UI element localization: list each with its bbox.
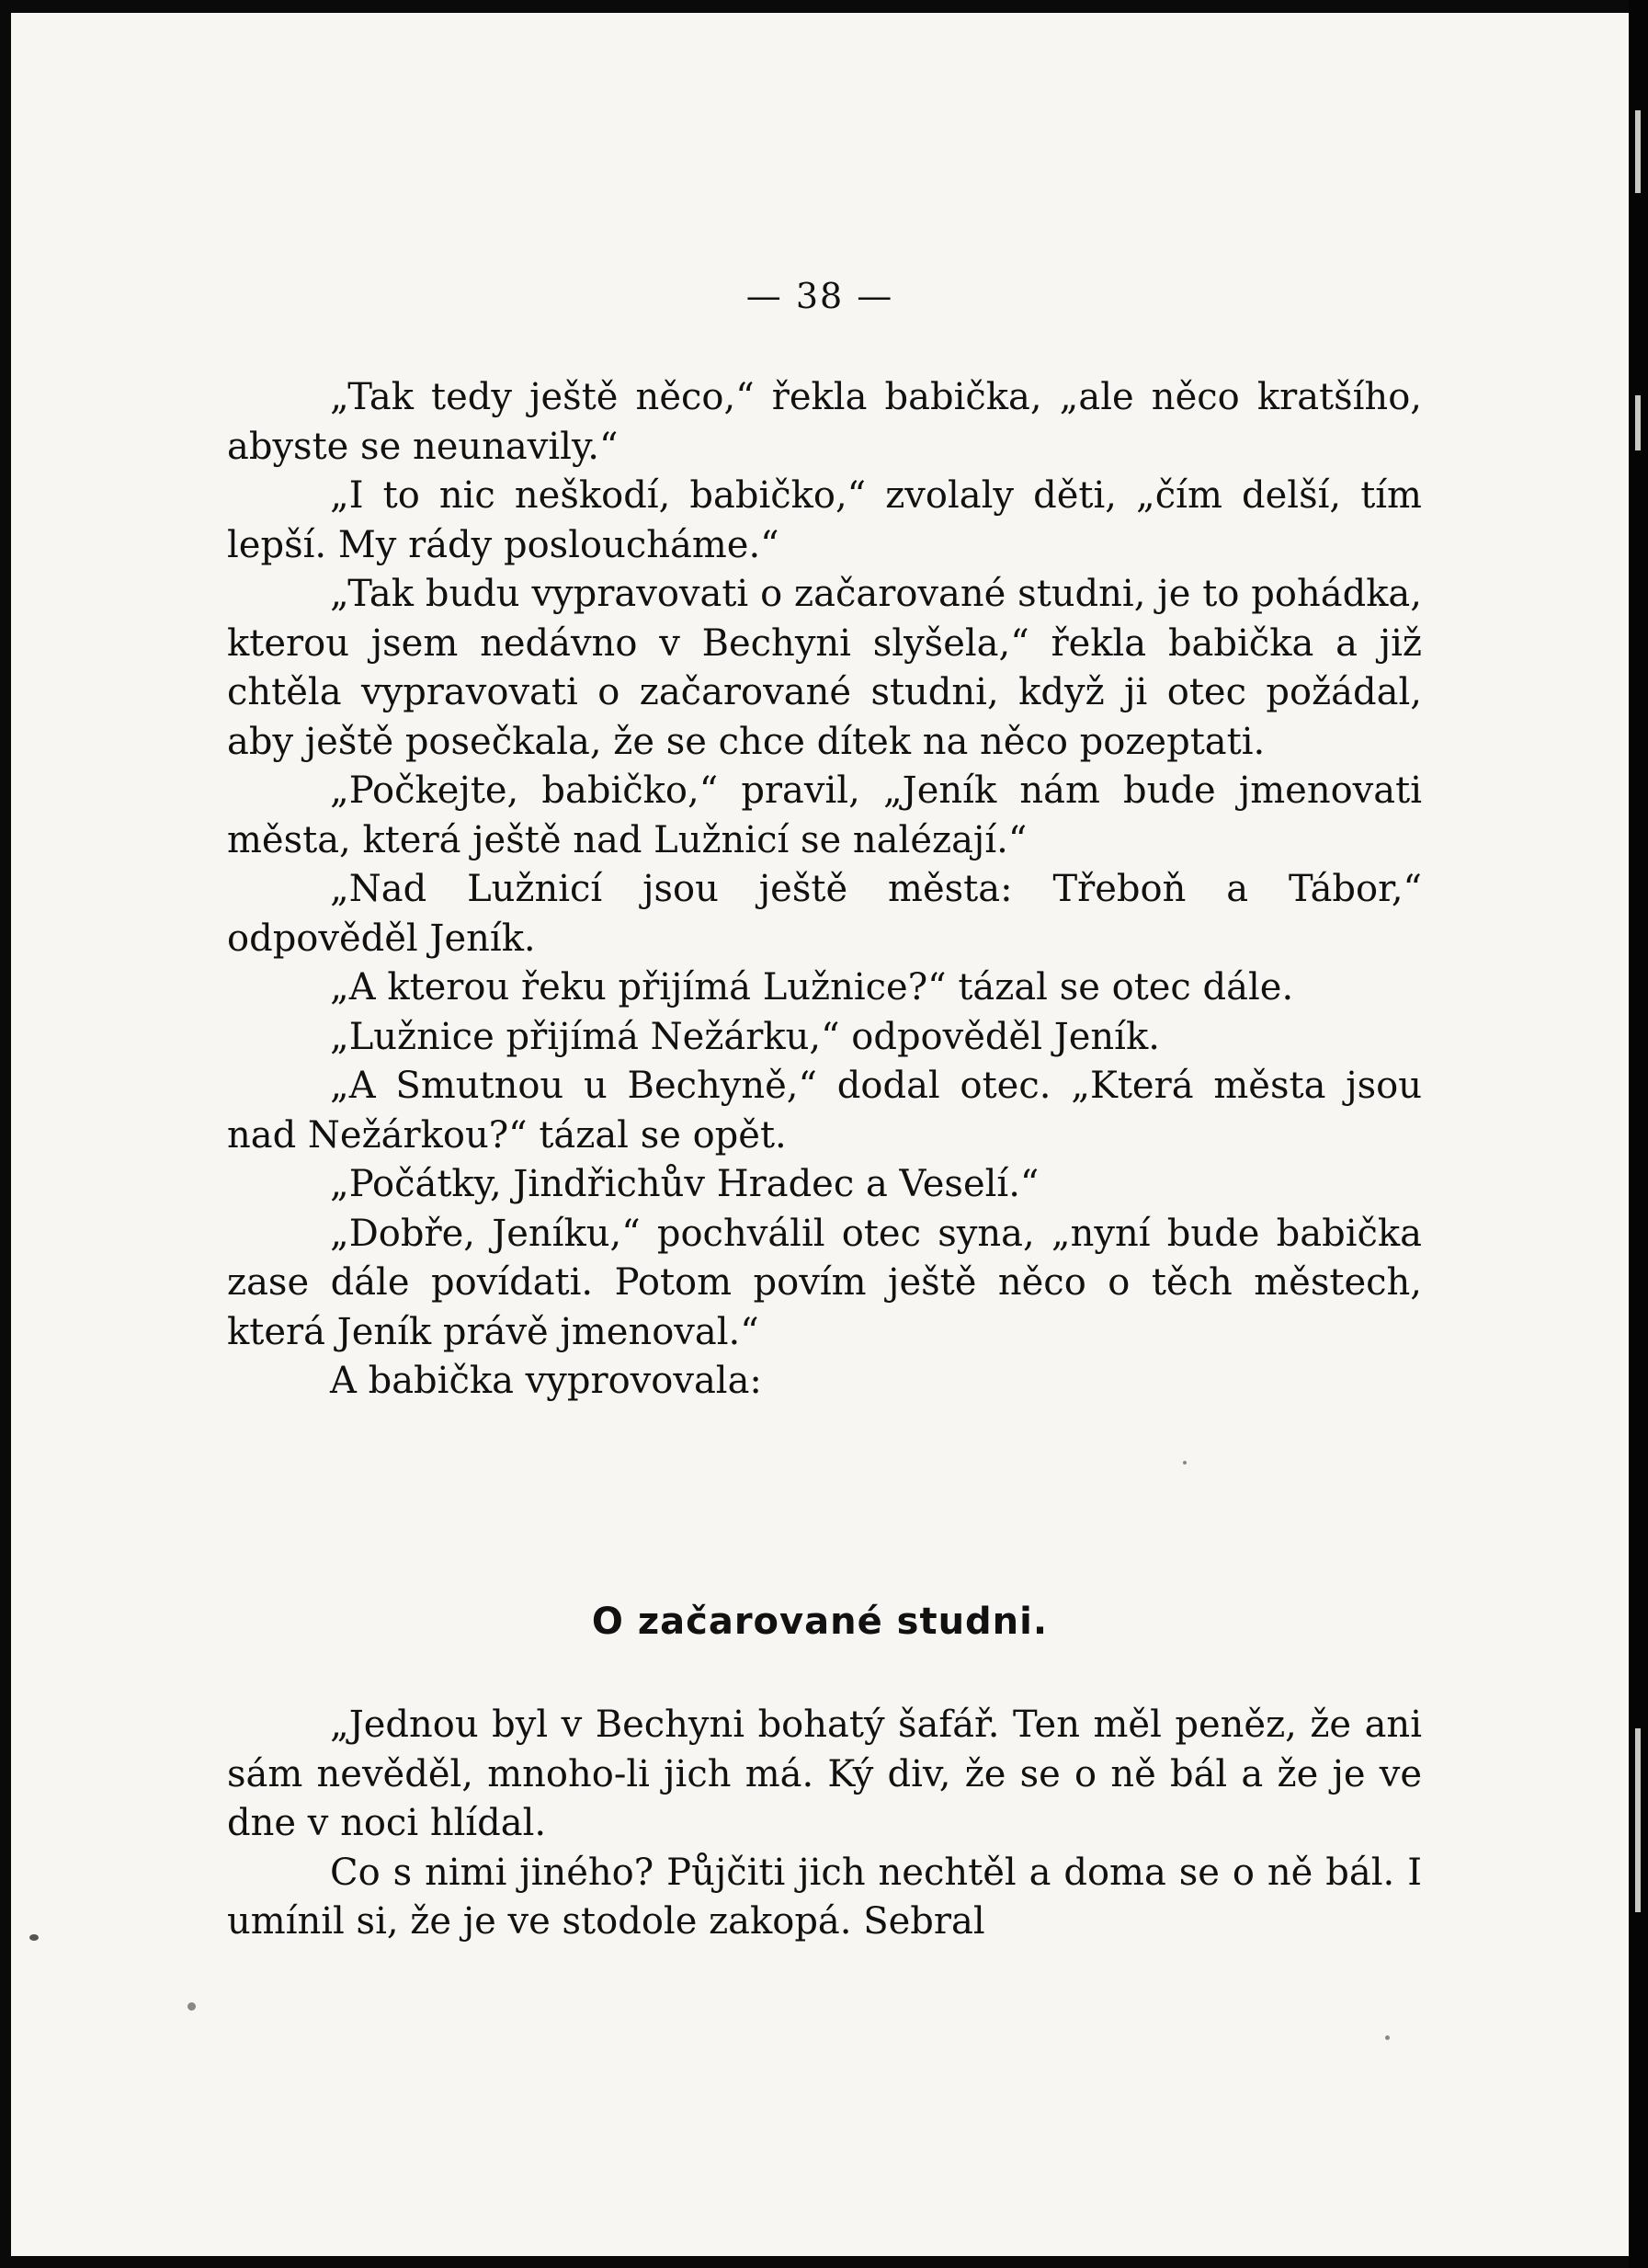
paragraph: „Počátky, Jindřichův Hradec a Veselí.“ (330, 1163, 1040, 1205)
paragraph: „Nad Lužnicí jsou ještě města: Třeboň a Tábor,“ odpověděl Jeník. (227, 868, 1422, 960)
page-edge-mark (1635, 110, 1641, 193)
dialogue-section (227, 373, 1422, 1407)
page-number: — 38 — (745, 276, 894, 316)
print-speck (1385, 2035, 1390, 2040)
paragraph: A babička vyprovovala: (330, 1360, 762, 1402)
story-title: O začarované studni. (591, 1601, 1049, 1643)
paragraph: Co s nimi jiného? Půjčiti jich nechtěl a doma se o ně bál. I umínil si, že je ve stodole zakopá. Sebral (227, 1851, 1422, 1943)
page-edge-mark (1635, 1728, 1641, 1912)
book-page (11, 13, 1629, 2256)
paragraph: „Tak budu vypravovati o začarované studni, je to pohádka, kterou jsem nedávno v Bechyni slyšela,“ řekla babička a již chtěla vypravovati o začarované studni, když ji otec požádal, aby ještě posečkala, že se chce dítek na něco pozeptati. (227, 573, 1422, 763)
page-edge-mark (1635, 395, 1641, 450)
paragraph: „A kterou řeku přijímá Lužnice?“ tázal se otec dále. (330, 966, 1294, 1009)
paragraph: „Jednou byl v Bechyni bohatý šafář. Ten měl peněz, že ani sám nevěděl, mnoho-li jich má. Ký div, že se o ně bál a že je ve dne v noci hlídal. (227, 1704, 1422, 1844)
paragraph: „Lužnice přijímá Nežárku,“ odpověděl Jeník. (330, 1015, 1160, 1058)
scan-border (1629, 0, 1648, 2268)
print-speck (188, 2002, 196, 2011)
print-speck (1183, 1461, 1187, 1465)
paragraph: „I to nic neškodí, babičko,“ zvolaly děti, „čím delší, tím lepší. My rády posloucháme.“ (227, 474, 1422, 566)
paragraph: „Dobře, Jeníku,“ pochválil otec syna, „nyní bude babička zase dále povídati. Potom povím ještě něco o těch městech, která Jeník právě jmenoval.“ (227, 1212, 1422, 1353)
print-speck (29, 1934, 39, 1941)
paragraph: „A Smutnou u Bechyně,“ dodal otec. „Která města jsou nad Nežárkou?“ tázal se opět. (227, 1065, 1422, 1157)
paragraph: „Tak tedy ještě něco,“ řekla babička, „ale něco kratšího, abyste se neunavily.“ (227, 376, 1422, 468)
story-section (227, 1701, 1422, 1947)
paragraph: „Počkejte, babičko,“ pravil, „Jeník nám bude jmenovati města, která ještě nad Lužnicí se nalézají.“ (227, 769, 1422, 861)
